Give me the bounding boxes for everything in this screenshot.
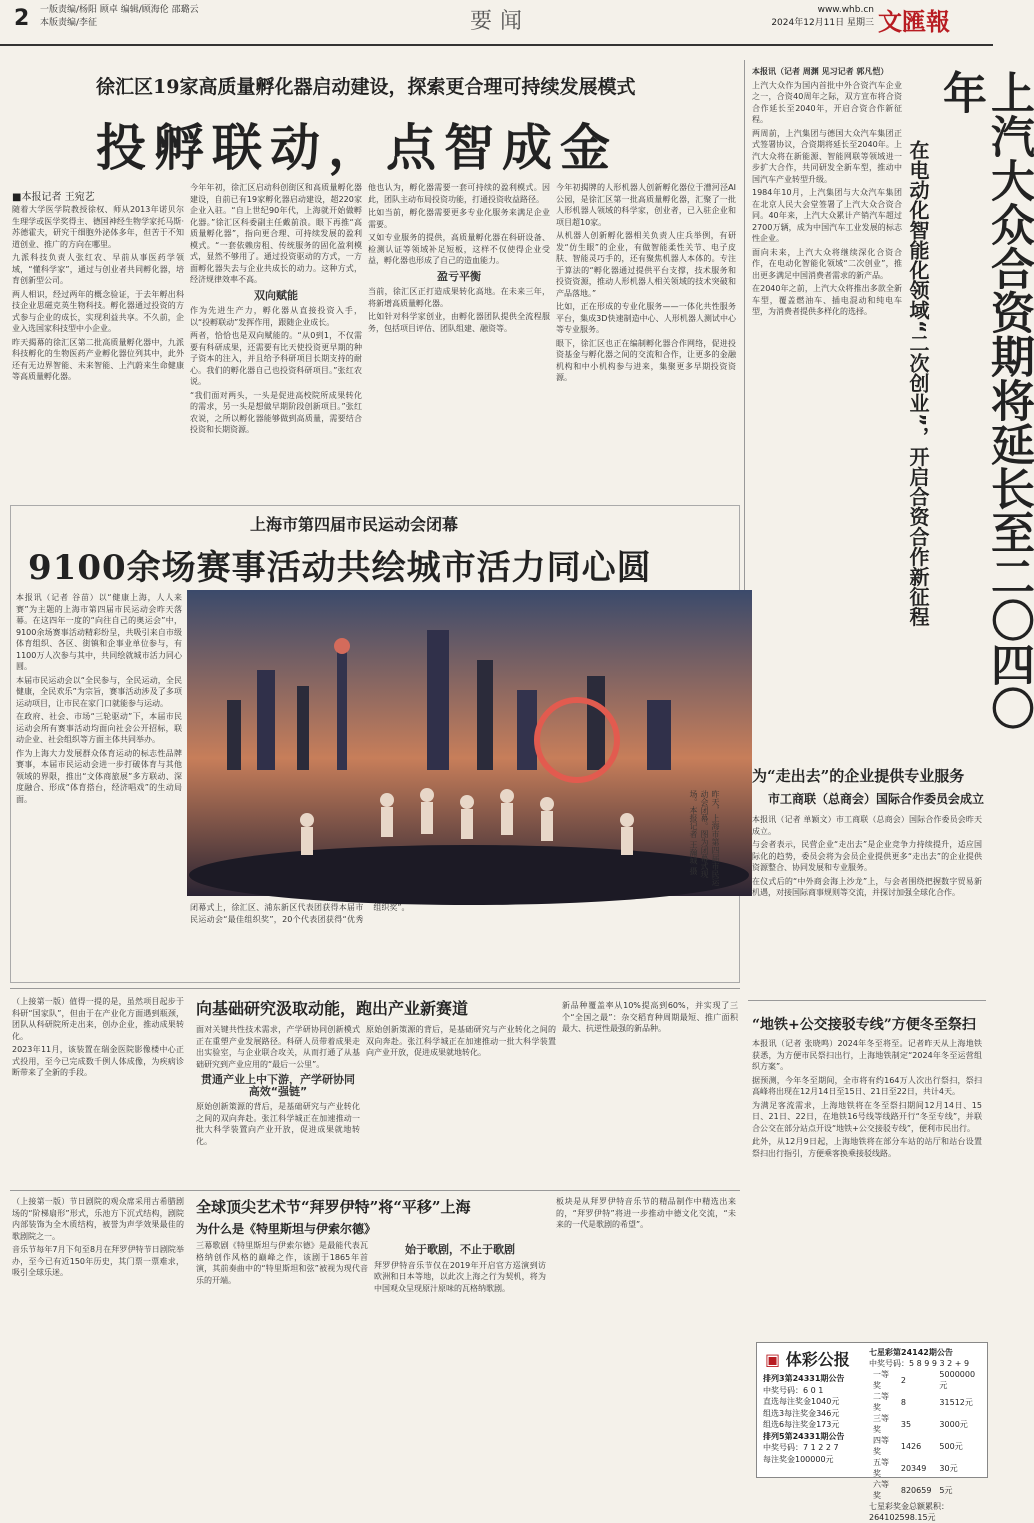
- lottery-icon: ▣: [765, 1350, 781, 1369]
- editor-credits: [40, 4, 199, 30]
- business-headline: 为“走出去”的企业提供专业服务: [752, 767, 965, 785]
- paragraph: （上接第一版）值得一提的是，虽然项目起步于科研“国家队”，但由于在产业化方面遇到瓶颈，团队从科研院所走出来，创办企业，推动成果转化。: [12, 997, 184, 1041]
- paragraph: 在仪式后的“中外商会海上沙龙”上，与会者围绕把握数字贸易新机遇，对接国际商事规则等交流，并探讨加强全球化合作。: [752, 876, 982, 897]
- prize-amount: 500元: [939, 1441, 963, 1451]
- table-row: [869, 1435, 985, 1457]
- paragraph: 音乐节每年7月下旬至8月在拜罗伊特节日剧院举办，至今已有近150年历史，其门票一票难求，吸引全球乐迷。: [12, 1245, 184, 1277]
- paragraph: 今年年初，徐汇区启动科创街区和高质量孵化器建设，自前已有19家孵化器启动建设，超220家企业入驻。“自上世纪90年代，上海就开始做孵化器。”徐汇区科委副主任戴前浪。眼下再推“高质量孵化器”，指向更合理、可持续发展的盈利模式。“一套依赖房租、传统服务的固化盈利模式，显然不够用了。通过投资驱动的方式，一方面孵化器失去与企业共成长的动力。这种方式，经济规律效率不高。: [190, 183, 362, 284]
- business-subheadline: 市工商联（总商会）国际合作委员会成立: [768, 792, 985, 806]
- lead-byline: ■本报记者 王宛艺: [12, 192, 95, 203]
- research-subhead: 贯通产业上中下游，产学研协同高效“强链”: [201, 1073, 355, 1098]
- paragraph: 作为上海大力发展群众体育运动的标志性品牌赛事，本届市民运动会进一步打破体育与其他领域的界限，推出“文体商旅展”多方联动、深度融合、形成“体育搭台，经济唱戏”的生动局面。: [16, 748, 182, 804]
- paragraph: 上汽大众作为国内首批中外合资汽车企业之一，合资40周年之际，双方宣布将合资合作延长至2040年，开启合资合作新征程。: [752, 80, 902, 124]
- prize-level: 三等奖: [873, 1414, 889, 1434]
- paragraph: 随着大学医学院教授徐权、师从2013年诺贝尔生理学或医学奖得主、德国神经生物学家托马斯·苏德霍夫，研究干细胞外泌体多年，但苦于不知道创业、推广的方向在哪里。: [12, 205, 184, 249]
- prize-level: 一等奖: [873, 1370, 889, 1390]
- business-text: [752, 814, 982, 990]
- table-row: [869, 1457, 985, 1479]
- paragraph: 三幕歌剧《特里斯坦与伊索尔德》是最能代表瓦格纳创作风格的巅峰之作，该剧于1865年首演，其前奏曲中的“特里斯坦和弦”被视为现代音乐的开端。: [196, 1241, 368, 1285]
- paragraph: 拜罗伊特音乐节仅在2019年开启官方巡演到访欧洲和日本等地，以此次上海之行为契机，将为中国观众呈现原汁原味的瓦格纳歌剧。: [374, 1260, 546, 1293]
- paragraph: （上接第一版）节日剧院的观众席采用古希腊剧场的“阶梯扇形”形式，乐池方下沉式结构，剧院内部装饰为全木质结构，被誉为声学效果最佳的歌剧院之一。: [12, 1197, 184, 1241]
- paragraph: 1984年10月，上汽集团与大众汽车集团在北京人民大会堂签署了上汽大众合资合同。40年来，上汽大众累计产销汽车超过2700万辆，成为中国汽车工业发展的标志性企业。: [752, 188, 902, 243]
- lottery-box: [756, 1342, 988, 1522]
- paragraph: 眼下，徐汇区也正在编制孵化器合作网络，促进投资基金与孵化器之间的交流和合作，让更多的金融机构和中小机构参与进来，集聚更多早期投资资源。: [556, 338, 736, 382]
- divider: [10, 1190, 740, 1191]
- lead-kicker: 徐汇区19家高质量孵化器启动建设，探索更合理可持续发展模式: [96, 76, 636, 98]
- lottery-line: 组选6每注奖金173元: [763, 1420, 840, 1429]
- saic-headline: 上汽大众合资期将延长至二〇四〇年: [935, 70, 1034, 730]
- lead-column-2: [190, 182, 362, 500]
- lottery-line: 中奖号码：6 0 1: [763, 1385, 824, 1395]
- prize-amount: 5元: [939, 1485, 953, 1495]
- prize-count: 8: [900, 1397, 906, 1407]
- prize-count: 35: [900, 1419, 912, 1429]
- paragraph: 今年初揭牌的人形机器人创新孵化器位于漕河泾AI公园，是徐汇区第一批高质量孵化器，汇聚了一批人形机器人领域的科学家，创业者，已入驻企业和项目超10家。: [556, 183, 736, 227]
- brand-logo: 文匯報: [878, 7, 950, 36]
- prize-amount: 30元: [939, 1463, 958, 1473]
- lottery-line: 排列3第24331期公告: [763, 1374, 845, 1383]
- research-column-4: [562, 1000, 738, 1184]
- paragraph: 面对关键共性技术需求，产学研协同创新模式正在重塑产业发展路径。科研人员带着成果走出实验室，与企业联合攻关，从而打通了从基础研究到产业应用的“最后一公里”。: [196, 1025, 360, 1069]
- subhead: 双向赋能: [254, 288, 298, 302]
- lottery-prize-table: [869, 1369, 985, 1501]
- section-title: 要闻: [470, 9, 531, 34]
- subhead: 盈亏平衡: [437, 269, 481, 283]
- paragraph: 面向未来，上汽大众将继续深化合资合作，在电动化智能化领域“二次创业”，推出更多满足中国消费者需求的新产品。: [752, 247, 902, 280]
- lottery-line: 中奖号码：7 1 2 2 7: [763, 1443, 839, 1452]
- paragraph: 比如，正在形成的专业化服务——一体化共性服务平台，集成3D快速制造中心、人形机器人测试中心等专业服务。: [556, 302, 736, 334]
- paragraph: 比如针对科学家创业，由孵化器团队提供全流程服务，包括项目评估、团队组建、融资等。: [368, 312, 550, 333]
- site-url[interactable]: www.whb.cn: [817, 5, 874, 15]
- editors-line-2: 本版责编/李征: [40, 18, 98, 28]
- table-row: [869, 1369, 985, 1391]
- prize-amount: 31512元: [939, 1397, 973, 1407]
- research-column-1: [12, 996, 184, 1182]
- paragraph: 在政府、社会、市场“三轮驱动”下，本届市民运动会所有赛事活动均面向社会公开招标，联动企业、社会组织等方面主体共同举办。: [16, 712, 182, 744]
- masthead: [0, 0, 993, 46]
- prize-count: 820659: [900, 1485, 932, 1495]
- paragraph: 与会者表示，民营企业“走出去”是企业竞争力持续提升，适应国际化的趋势，委员会将为会员企业提供更多“走出去”的企业提供资源整合、协同发展和专业服务。: [752, 840, 982, 872]
- paragraph: 原始创新策源的背后，是基础研究与产业转化之间的双向奔赴。张江科学城正在加速推动一批大科学装置向产业开放，促进成果就地转化。: [366, 1025, 556, 1057]
- paragraph: 为满足客流需求，上海地铁将在冬至祭扫期间12月14日、15日、21日、22日，在地铁16号线等线路开行“冬至专线”，并联合公交在部分站点开设“地铁+公交接驳专线”，便利市民出行。: [752, 1100, 982, 1133]
- saic-byline: 本报讯（记者 周渊 见习记者 郭凡恺）: [752, 67, 889, 76]
- bayreuth-subhead: 始于歌剧，不止于歌剧: [405, 1243, 515, 1256]
- bayreuth-column-2: [196, 1240, 368, 1472]
- paragraph: 作为先进生产力，孵化器从直接投资入手，以“投孵联动”发挥作用，跟随企业成长。: [190, 306, 362, 327]
- divider: [10, 988, 740, 989]
- feature-column-2: [190, 902, 730, 974]
- lottery-title-text: 体彩公报: [785, 1350, 850, 1369]
- paragraph: 本报讯（记者 张晓鸣）2024年冬至将至。记者昨天从上海地铁获悉，为方便市民祭扫出行，上海地铁制定“2024年冬至运营组织方案”。: [752, 1039, 982, 1071]
- bayreuth-column-1: [12, 1196, 184, 1472]
- research-column-3: [366, 1024, 556, 1184]
- bayreuth-headline: 全球顶尖艺术节“拜罗伊特”将“平移”上海: [196, 1198, 471, 1216]
- paragraph: 他也认为，孵化器需要一套可持续的盈利模式。因此，团队主动布局投资功能，打通投资收益路径。: [368, 183, 550, 204]
- lead-column-1: [12, 204, 184, 500]
- feature-headline: 9100余场赛事活动共绘城市活力同心圆: [28, 548, 652, 588]
- research-headline: 向基础研究汲取动能，跑出产业新赛道: [196, 999, 469, 1018]
- lottery-pool: 七星彩奖金总额累积：264102598.15元: [869, 1502, 949, 1522]
- lead-headline: 投孵联动，点智成金: [96, 119, 618, 177]
- paragraph: 板块是从拜罗伊特音乐节的精品制作中精选出来的，“拜罗伊特”将进一步推动中德文化交流，“未来的一代是歌剧的希望”。: [556, 1197, 736, 1229]
- lottery-left: [763, 1373, 867, 1465]
- bayreuth-column-4: [556, 1196, 736, 1472]
- paragraph: “我们面对两头，一头是促进高校院所成果转化的需求，另一头是想做早期阶段创新项目。”张红农说，之所以孵化器能够做到高质量，需要结合投资和长期资源。: [190, 390, 362, 434]
- lead-column-3: [368, 182, 550, 500]
- prize-count: 20349: [900, 1463, 927, 1473]
- paragraph: 本报讯（记者 单颖文）市工商联（总商会）国际合作委员会昨天成立。: [752, 815, 982, 836]
- prize-level: 六等奖: [873, 1480, 889, 1500]
- paragraph: 据预测，今年冬至期间，全市将有约164万人次出行祭扫，祭扫高峰将出现在12月14日至15日、21日至22日，共计4天。: [752, 1075, 982, 1096]
- prize-level: 四等奖: [873, 1436, 889, 1456]
- paragraph: 昨天揭幕的徐汇区第二批高质量孵化器中，九派科技孵化的生物医药产业孵化器位列其中，此外还有无边界智能、未来智能、上汽蔚来生命健康等高质量孵化器。: [12, 337, 184, 381]
- prize-amount: 5000000元: [939, 1370, 976, 1390]
- stage-photo-illustration: [187, 590, 752, 896]
- paragraph: 本届市民运动会以“全民参与，全民运动，全民健康，全民欢乐”为宗旨，赛事活动涉及了多项运动项目，让市民在家门口就能参与运动。: [16, 675, 182, 708]
- divider: [748, 1000, 986, 1001]
- paragraph: 当前，徐汇区正打造成果转化高地。在未来三年，将新增高质量孵化器。: [368, 287, 550, 308]
- feature-photo: [187, 590, 752, 896]
- prize-level: 二等奖: [873, 1392, 889, 1412]
- paragraph: 两周前，上汽集团与德国大众汽车集团正式签署协议，合资期将延长至2040年。上汽大众将在新能源、智能网联等领域进一步扩大合作，共同研发全新车型，推动中国汽车产业转型升级。: [752, 128, 902, 184]
- lottery-right-title: 七星彩第24142期公告: [869, 1348, 953, 1357]
- lottery-right-number: 中奖号码：5 8 9 9 3 2 + 9: [869, 1359, 970, 1368]
- feature-column-1: [16, 592, 182, 972]
- table-row: [869, 1413, 985, 1435]
- paragraph: 闭幕式上，徐汇区、浦东新区代表团获得本届市民运动会“最佳组织奖”，20个代表团获得“优秀组织奖”。: [190, 903, 410, 924]
- table-row: [869, 1391, 985, 1413]
- paragraph: 2023年11月，该装置在瑞金医院影像楼中心正式投用，至今已完成数千例人体成像，为疾病诊断带来了全新的手段。: [12, 1045, 184, 1077]
- metro-text: [752, 1038, 982, 1334]
- paragraph: 本报讯（记者 谷苗）以“健康上海，人人来赛”为主题的上海市第四届市民运动会昨天落幕。在这四年一度的“向往自己的奥运会”中，9100余场赛事活动精彩纷呈，共吸引来自市级体育组织、各区、街镇和企事业单位参与，有1100万人次参与其中，共同绘就城市活力同心圆。: [16, 593, 182, 671]
- paragraph: 此外，从12月9日起，上海地铁将在部分车站的站厅和站台设置祭扫出行指引，方便乘客换乘接驳线路。: [752, 1137, 982, 1158]
- masthead-meta: [706, 4, 874, 30]
- bayreuth-subheadline: 为什么是《特里斯坦与伊索尔德》: [196, 1222, 377, 1236]
- prize-level: 五等奖: [873, 1458, 889, 1478]
- table-row: [869, 1479, 985, 1501]
- photo-caption: 昨天，上海市第四届市民运动会闭幕。图为闭幕式现场。本报记者 王瀚城 摄: [689, 790, 720, 886]
- saic-subheadline: 在电动化智能化领域“二次创业”，开启合资合作新征程: [906, 140, 930, 627]
- prize-count: 1426: [900, 1441, 922, 1451]
- lottery-right: [869, 1347, 985, 1523]
- issue-date: 2024年12月11日 星期三: [771, 18, 874, 28]
- feature-kicker: 上海市第四届市民运动会闭幕: [250, 515, 459, 534]
- paragraph: 九派科技负责人张红农、早前从事医药学领域，“懂科学家”，通过与创业者共同孵化器，培育创新型公司。: [12, 253, 184, 285]
- research-column-2: [196, 1024, 360, 1184]
- paragraph: 新品种覆盖率从10%提高到60%，并实现了三个“全国之最”：杂交稻育种周期最短、推广面积最大、抗逆性最强的新品种。: [562, 1001, 738, 1033]
- metro-headline: “地铁+公交接驳专线”方便冬至祭扫: [752, 1017, 976, 1033]
- paragraph: 两人相识，经过两年的概念验证，于去年孵出科技企业思磁克英生物科技。孵化器通过投资的方式参与企业的成长，实现利益共享。不久前，企业入选国家科技型中小企业。: [12, 289, 184, 333]
- page-number: 2: [14, 6, 30, 31]
- prize-amount: 3000元: [939, 1419, 968, 1429]
- paragraph: 又如专业服务的提供，高质量孵化器在科研设备、检测认证等领域补足短板，这样不仅使得企业受益，孵化器也形成了自己的造血能力。: [368, 233, 550, 265]
- lottery-line: 直选每注奖金1040元: [763, 1397, 840, 1406]
- prize-count: 2: [900, 1375, 906, 1385]
- lead-column-4: [556, 182, 736, 500]
- lottery-line: 组选3每注奖金346元: [763, 1408, 840, 1418]
- paragraph: 在2040年之前，上汽大众将推出多款全新车型，覆盖燃油车、插电混动和纯电车型，为消费者提供多样化的选择。: [752, 284, 902, 316]
- bayreuth-column-3: [374, 1240, 546, 1472]
- paragraph: 从机器人创新孵化器相关负责人庄兵举例，有研发“仿生眼”的企业，有做智能柔性关节、电子皮肤、智能灵巧手的，还有聚焦机器人本体的。专注于算法的“孵化器通过提供平台支撑，技术服务和投资资源，推动人形机器人相关领域的技术突破和产品落地。”: [556, 231, 736, 298]
- saic-column-text: [752, 66, 902, 736]
- paragraph: 两者，恰恰也是双向赋能的。“从0到1，不仅需要有科研成果，还需要有比天使投资更早期的种子资本的注入，并且给予科研项目长期支持的耐心。我们的孵化器自己也投资科研项目。”张红农说。: [190, 331, 362, 386]
- lottery-line: 每注奖金100000元: [763, 1454, 834, 1464]
- paragraph: 原始创新策源的背后，是基础研究与产业转化之间的双向奔赴。张江科学城正在加速推动一批大科学装置向产业开放，促进成果就地转化。: [196, 1102, 360, 1146]
- paragraph: 比如当前，孵化器需要更多专业化服务来满足企业需要。: [368, 208, 550, 229]
- lottery-line: 排列5第24331期公告: [763, 1431, 845, 1441]
- editors-line-1: 一版责编/杨阳 顾卓 编辑/顾海伦 邵璐云: [40, 5, 199, 15]
